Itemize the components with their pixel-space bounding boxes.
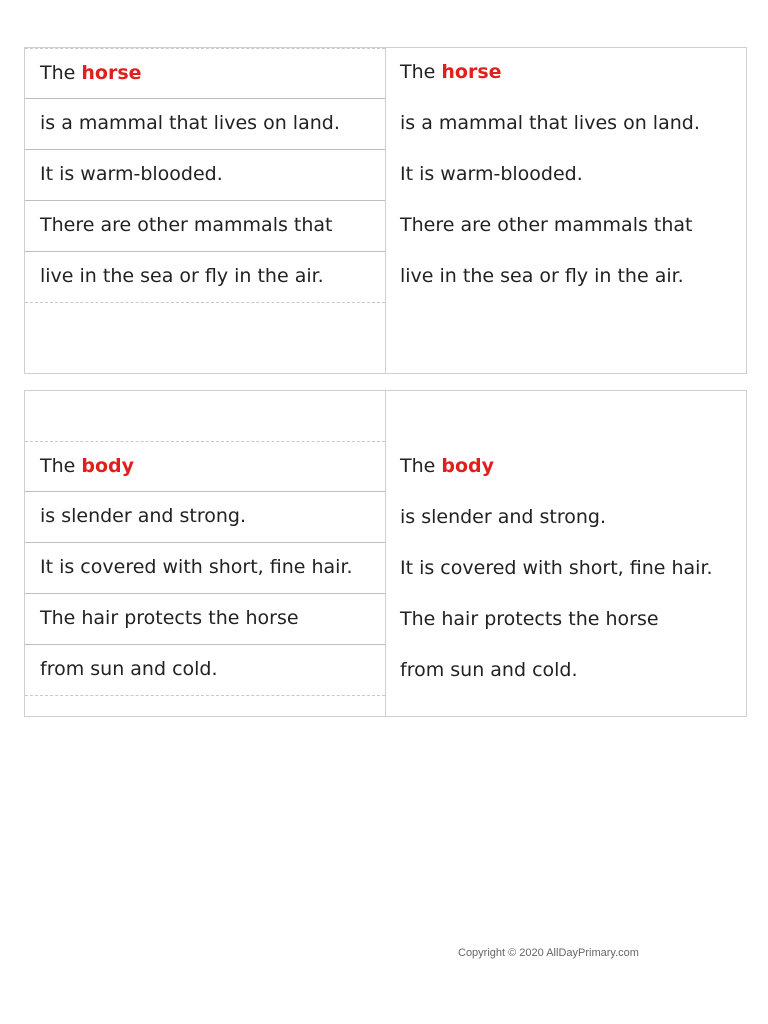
ref-line-1: is a mammal that lives on land.	[400, 112, 700, 134]
strip-line-1: is a mammal that lives on land.	[25, 99, 385, 150]
cut-strips-column	[25, 391, 386, 716]
strip-line-4: live in the sea or fly in the air.	[25, 252, 385, 303]
cut-strips-column	[25, 48, 386, 373]
strip-line-4: from sun and cold.	[25, 645, 385, 696]
strip-title	[25, 441, 385, 492]
ref-line-4: live in the sea or fly in the air.	[400, 265, 684, 287]
title-prefix: The	[400, 455, 436, 477]
reading-card-horse	[24, 47, 747, 374]
title-prefix: The	[400, 61, 436, 83]
strip-title	[25, 48, 385, 99]
reference-text-column	[386, 391, 746, 716]
reference-text-column	[386, 48, 746, 373]
ref-title	[386, 48, 746, 99]
ref-title	[386, 442, 746, 493]
title-keyword: horse	[81, 62, 142, 84]
title-prefix: The	[40, 62, 76, 84]
title-keyword: horse	[441, 61, 502, 83]
ref-line-2: It is warm-blooded.	[400, 163, 583, 185]
ref-line-3: The hair protects the horse	[400, 608, 659, 630]
title-keyword: body	[81, 455, 135, 477]
copyright-notice: Copyright © 2020 AllDayPrimary.com	[458, 947, 639, 959]
strip-line-2: It is covered with short, fine hair.	[25, 543, 385, 594]
ref-line-3: There are other mammals that	[400, 214, 693, 236]
ref-line-2: It is covered with short, fine hair.	[400, 557, 713, 579]
strip-line-3: There are other mammals that	[25, 201, 385, 252]
strip-line-3: The hair protects the horse	[25, 594, 385, 645]
ref-line-1: is slender and strong.	[400, 506, 607, 528]
ref-line-4: from sun and cold.	[400, 659, 578, 681]
strip-line-1: is slender and strong.	[25, 492, 385, 543]
title-prefix: The	[40, 455, 76, 477]
reading-card-body	[24, 390, 747, 717]
title-keyword: body	[441, 455, 495, 477]
strip-line-2: It is warm-blooded.	[25, 150, 385, 201]
